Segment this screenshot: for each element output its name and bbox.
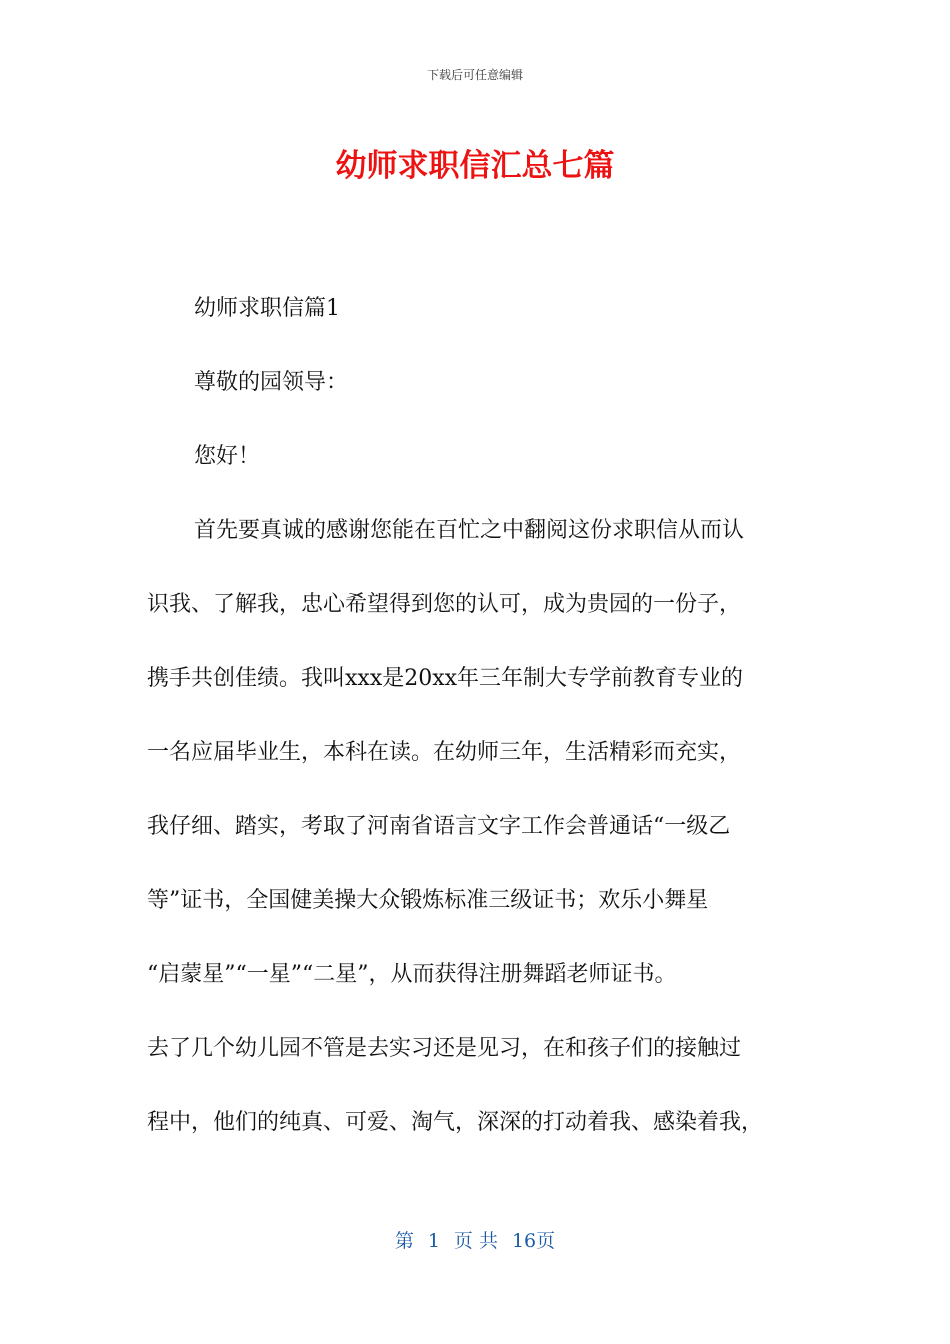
body-line: 一名应届毕业生，本科在读。在幼师三年，生活精彩而充实， [147, 740, 742, 765]
total-pages-number: 16 [511, 1230, 537, 1252]
document-title: 幼师求职信汇总七篇 [335, 148, 615, 184]
body-line: 携手共创佳绩。我叫xxx是20xx年三年制大专学前教育专业的 [147, 666, 744, 691]
body-line: 首先要真诚的感谢您能在百忙之中翻阅这份求职信从而认 [194, 518, 745, 543]
body-line: 识我、了解我，忠心希望得到您的认可，成为贵园的一份子， [147, 592, 742, 617]
current-page-number: 1 [427, 1230, 440, 1252]
salutation: 尊敬的园领导： [194, 370, 349, 395]
body-line: 等”证书，全国健美操大众锻炼标准三级证书；欢乐小舞星 [147, 888, 709, 913]
body-line: 我仔细、踏实，考取了河南省语言文字工作会普通话“一级乙 [147, 814, 731, 839]
footer-prefix: 第 [394, 1230, 414, 1252]
body-line: “启蒙星”“一星”“二星”，从而获得注册舞蹈老师证书。 [147, 962, 677, 987]
footer-middle: 页 共 [453, 1230, 498, 1252]
page-header-note: 下载后可任意编辑 [426, 68, 523, 82]
page-footer [0, 1226, 950, 1253]
footer-suffix: 页 [536, 1230, 556, 1252]
section-heading: 幼师求职信篇1 [194, 296, 340, 321]
greeting: 您好！ [194, 444, 261, 469]
document-body [147, 272, 807, 1160]
body-line: 程中，他们的纯真、可爱、淘气，深深的打动着我、感染着我， [147, 1110, 764, 1135]
body-line: 去了几个幼儿园不管是去实习还是见习，在和孩子们的接触过 [147, 1036, 742, 1061]
